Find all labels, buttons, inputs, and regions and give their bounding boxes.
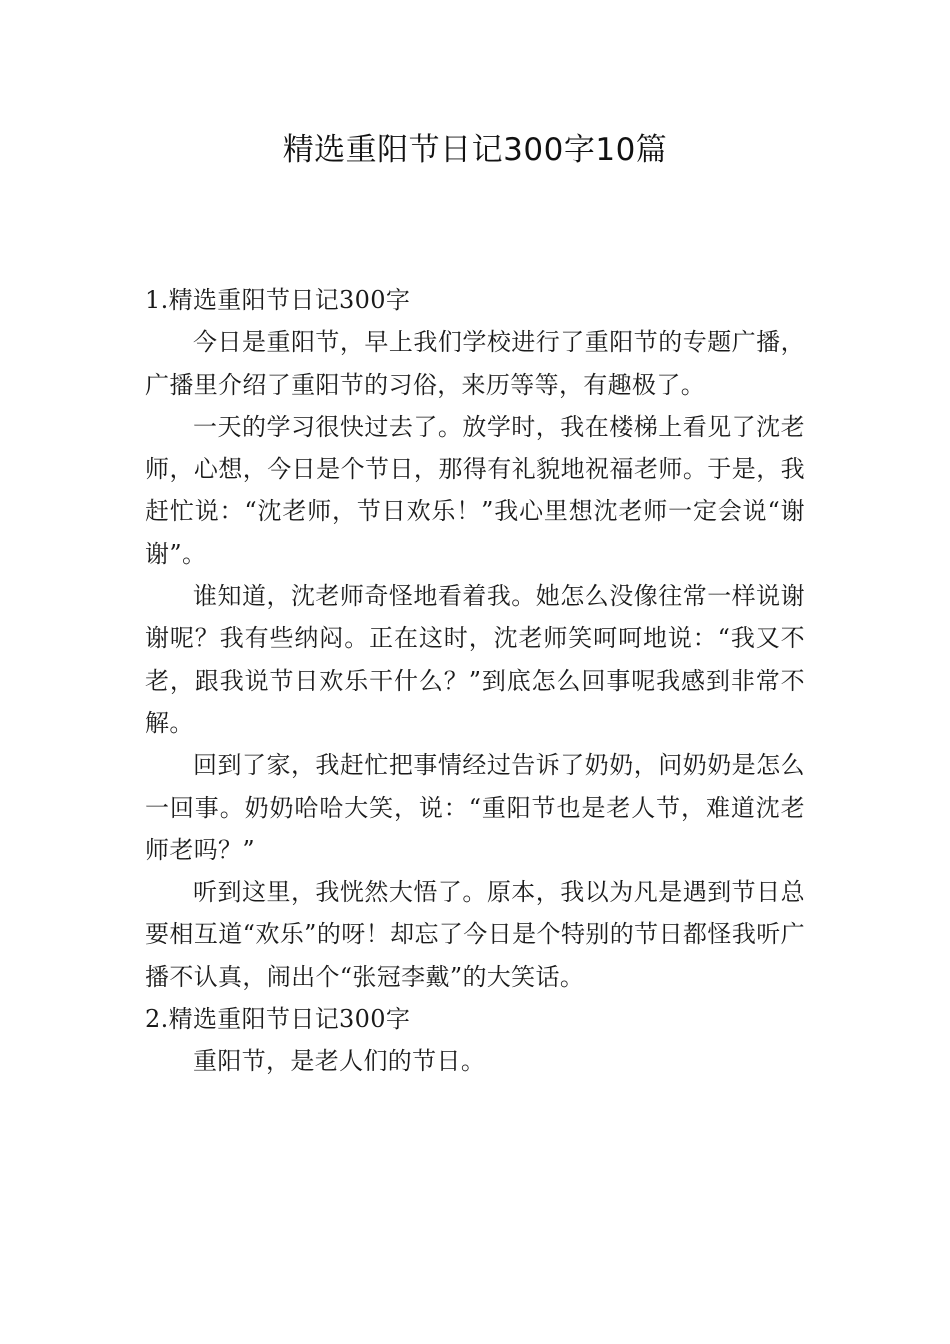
document-body: [145, 279, 805, 1083]
paragraph: 谁知道，沈老师奇怪地看着我。她怎么没像往常一样说谢谢呢？我有些纳闷。正在这时，沈老师笑呵呵地说：“我又不老，跟我说节日欢乐干什么？”到底怎么回事呢我感到非常不解。: [145, 582, 805, 737]
paragraph: 一天的学习很快过去了。放学时，我在楼梯上看见了沈老师，心想，今日是个节日，那得有礼貌地祝福老师。于是，我赶忙说：“沈老师，节日欢乐！”我心里想沈老师一定会说“谢谢”。: [145, 412, 805, 568]
diary-section-1: [145, 279, 805, 998]
paragraph: 听到这里，我恍然大悟了。原本，我以为凡是遇到节日总要相互道“欢乐”的呀！却忘了今日是个特别的节日都怪我听广播不认真，闹出个“张冠李戴”的大笑话。: [145, 878, 805, 991]
section-heading: 2.精选重阳节日记300字: [145, 1005, 411, 1034]
paragraph: 重阳节，是老人们的节日。: [193, 1047, 486, 1076]
paragraph: 今日是重阳节，早上我们学校进行了重阳节的专题广播，广播里介绍了重阳节的习俗，来历等等，有趣极了。: [145, 328, 805, 399]
section-heading: 1.精选重阳节日记300字: [145, 286, 411, 314]
diary-section-2: [145, 998, 805, 1083]
document-title: 精选重阳节日记300字10篇: [282, 132, 668, 168]
paragraph: 回到了家，我赶忙把事情经过告诉了奶奶，问奶奶是怎么一回事。奶奶哈哈大笑，说：“重阳节也是老人节，难道沈老师老吗？”: [145, 751, 805, 864]
